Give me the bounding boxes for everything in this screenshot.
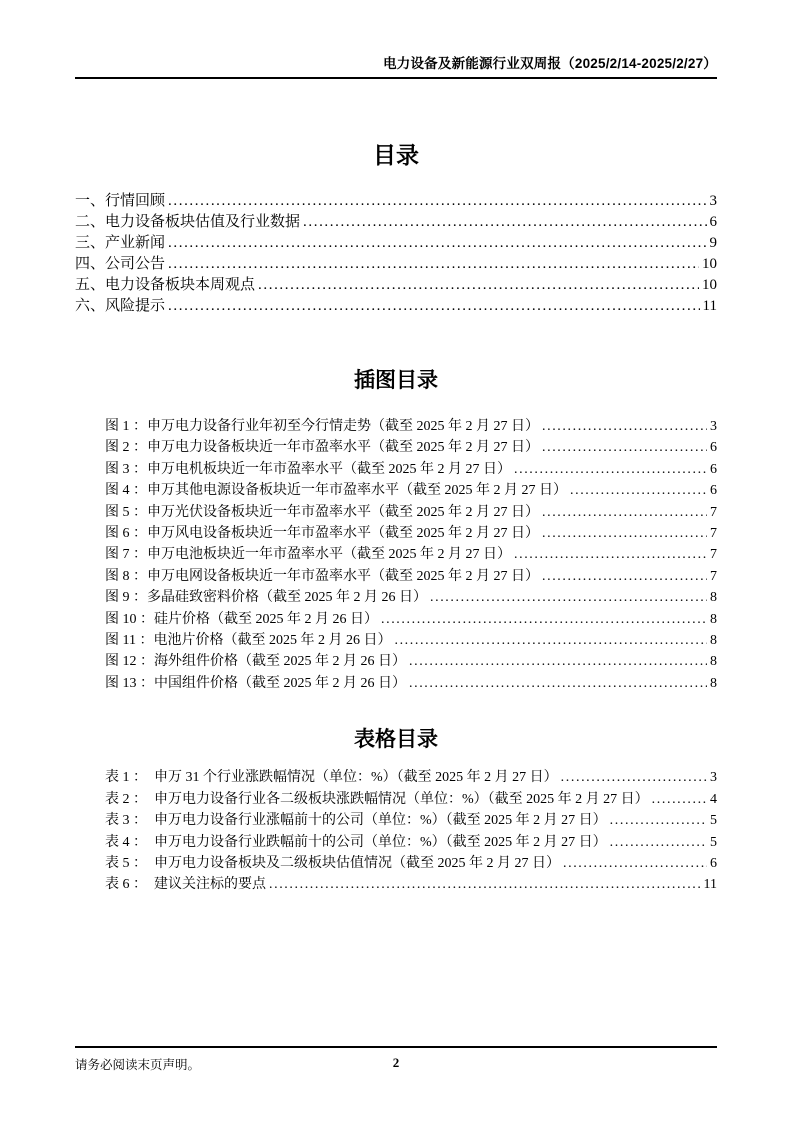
toc-entry-page: 3: [709, 193, 717, 209]
dot-leader: [269, 874, 701, 895]
figure-entry-label: 图 12 ：海外组件价格（截至 2025 年 2 月 26 日）: [105, 654, 406, 670]
figure-entry[interactable]: [105, 651, 717, 672]
figure-entry-label: 图 4 ：申万其他电源设备板块近一年市盈率水平（截至 2025 年 2 月 27 日）: [105, 483, 567, 499]
tables-title: 表格目录: [354, 727, 438, 752]
table-entry[interactable]: [105, 810, 717, 831]
toc-title: 目录: [373, 143, 419, 168]
dot-leader: [542, 523, 707, 544]
figure-entry[interactable]: [105, 416, 717, 437]
toc-list: [75, 191, 717, 317]
dot-leader: [168, 233, 706, 254]
figure-entry-label: 图 5 ：申万光伏设备板块近一年市盈率水平（截至 2025 年 2 月 27 日）: [105, 504, 539, 520]
dot-leader: [610, 810, 707, 831]
figure-entry-page: 7: [710, 526, 717, 542]
toc-entry-label: 三、产业新闻: [75, 235, 166, 251]
toc-entry[interactable]: [75, 212, 717, 233]
figure-entry-label: 图 3 ：申万电机板块近一年市盈率水平（截至 2025 年 2 月 27 日）: [105, 461, 511, 477]
figure-entry[interactable]: [105, 459, 717, 480]
toc-entry[interactable]: [75, 254, 717, 275]
dot-leader: [542, 502, 707, 523]
table-entry-label: 表 2 ： 申万电力设备行业各二级板块涨跌幅情况（单位：%）（截至 2025 年 2 月 27 日）: [105, 791, 649, 807]
toc-entry-label: 五、电力设备板块本周观点: [75, 277, 256, 293]
table-entry-page: 6: [710, 855, 717, 871]
table-entry-page: 5: [710, 813, 717, 829]
table-entry[interactable]: [105, 789, 717, 810]
toc-entry-label: 四、公司公告: [75, 256, 166, 272]
table-entry-label: 表 4 ： 申万电力设备行业跌幅前十的公司（单位：%）（截至 2025 年 2 月 27 日）: [105, 834, 607, 850]
footer-page-number: 2: [392, 1055, 400, 1070]
table-entry[interactable]: [105, 767, 717, 788]
table-entry-label: 表 6 ： 建议关注标的要点: [105, 877, 266, 893]
toc-entry-page: 10: [702, 256, 717, 272]
dot-leader: [394, 630, 707, 651]
dot-leader: [652, 789, 707, 810]
page-footer: [75, 1046, 717, 1074]
figure-entry-page: 8: [710, 675, 717, 691]
figure-entry[interactable]: [105, 480, 717, 501]
dot-leader: [561, 767, 707, 788]
dot-leader: [409, 651, 707, 672]
toc-entry-page: 6: [709, 214, 717, 230]
figure-entry-page: 7: [710, 568, 717, 584]
table-entry[interactable]: [105, 853, 717, 874]
dot-leader: [168, 296, 700, 317]
dot-leader: [570, 480, 707, 501]
toc-entry[interactable]: [75, 296, 717, 317]
dot-leader: [168, 191, 706, 212]
figure-entry[interactable]: [105, 544, 717, 565]
table-entry-label: 表 3 ： 申万电力设备行业涨幅前十的公司（单位：%）（截至 2025 年 2 月 27 日）: [105, 813, 607, 829]
figure-entry-page: 8: [710, 611, 717, 627]
toc-entry-label: 六、风险提示: [75, 298, 166, 314]
toc-entry-page: 11: [702, 298, 717, 314]
toc-entry-page: 10: [702, 277, 717, 293]
dot-leader: [303, 212, 706, 233]
figure-entry-page: 6: [710, 461, 717, 477]
figure-entry-label: 图 9 ：多晶硅致密料价格（截至 2025 年 2 月 26 日）: [105, 590, 427, 606]
figure-entry[interactable]: [105, 587, 717, 608]
figure-entry-page: 7: [710, 547, 717, 563]
table-entry-page: 4: [710, 791, 717, 807]
tables-list: [75, 767, 717, 895]
toc-entry[interactable]: [75, 191, 717, 212]
figure-entry[interactable]: [105, 673, 717, 694]
table-entry-label: 表 5 ： 申万电力设备板块及二级板块估值情况（截至 2025 年 2 月 27 日）: [105, 855, 560, 871]
toc-content: [75, 131, 717, 896]
figure-entry-label: 图 7 ：申万电池板块近一年市盈率水平（截至 2025 年 2 月 27 日）: [105, 547, 511, 563]
figure-entry-page: 3: [710, 419, 717, 434]
figure-entry-page: 7: [710, 504, 717, 520]
figure-entry-page: 8: [710, 654, 717, 670]
figure-entry[interactable]: [105, 566, 717, 587]
footer-disclaimer: 请务必阅读末页声明。: [75, 1058, 201, 1072]
table-entry-page: 5: [710, 834, 717, 850]
dot-leader: [430, 587, 707, 608]
header-divider: [75, 77, 717, 79]
toc-entry[interactable]: [75, 275, 717, 296]
footer-divider: [75, 1046, 717, 1048]
dot-leader: [514, 544, 707, 565]
table-entry-page: 3: [710, 770, 717, 786]
figure-entry-label: 图 10 ：硅片价格（截至 2025 年 2 月 26 日）: [105, 611, 378, 627]
table-entry[interactable]: [105, 874, 717, 895]
dot-leader: [409, 673, 707, 694]
figure-entry-label: 图 6 ：申万风电设备板块近一年市盈率水平（截至 2025 年 2 月 27 日）: [105, 526, 539, 542]
figure-entry-page: 6: [710, 440, 717, 456]
figure-entry[interactable]: [105, 523, 717, 544]
figure-entry[interactable]: [105, 437, 717, 458]
report-title: 电力设备及新能源行业双周报（2025/2/14-2025/2/27）: [383, 56, 717, 71]
dot-leader: [514, 459, 707, 480]
table-entry[interactable]: [105, 832, 717, 853]
toc-entry-label: 一、行情回顾: [75, 193, 166, 209]
figure-entry-label: 图 11 ：电池片价格（截至 2025 年 2 月 26 日）: [105, 633, 392, 649]
toc-entry-page: 9: [709, 235, 717, 251]
dot-leader: [258, 275, 699, 296]
figures-list: [75, 416, 717, 694]
figure-entry-page: 6: [710, 483, 717, 499]
page-header: [75, 0, 717, 79]
dot-leader: [542, 416, 707, 437]
figure-entry-label: 图 13 ：中国组件价格（截至 2025 年 2 月 26 日）: [105, 675, 406, 691]
dot-leader: [381, 609, 707, 630]
figure-entry[interactable]: [105, 609, 717, 630]
figure-entry-label: 图 2 ：申万电力设备板块近一年市盈率水平（截至 2025 年 2 月 27 日）: [105, 440, 539, 456]
dot-leader: [542, 566, 707, 587]
figure-entry-label: 图 1 ：申万电力设备行业年初至今行情走势（截至 2025 年 2 月 27 日）: [105, 419, 539, 434]
dot-leader: [542, 437, 707, 458]
figure-entry-page: 8: [710, 633, 717, 649]
figure-entry-page: 8: [710, 590, 717, 606]
dot-leader: [610, 832, 707, 853]
figure-entry[interactable]: [105, 502, 717, 523]
table-entry-page: 11: [703, 877, 717, 893]
dot-leader: [168, 254, 699, 275]
toc-entry[interactable]: [75, 233, 717, 254]
table-entry-label: 表 1 ： 申万 31 个行业涨跌幅情况（单位：%）（截至 2025 年 2 月 27 日）: [105, 770, 558, 786]
dot-leader: [563, 853, 707, 874]
figure-entry[interactable]: [105, 630, 717, 651]
figure-entry-label: 图 8 ：申万电网设备板块近一年市盈率水平（截至 2025 年 2 月 27 日）: [105, 568, 539, 584]
figures-title: 插图目录: [354, 368, 438, 392]
toc-entry-label: 二、电力设备板块估值及行业数据: [75, 214, 301, 230]
